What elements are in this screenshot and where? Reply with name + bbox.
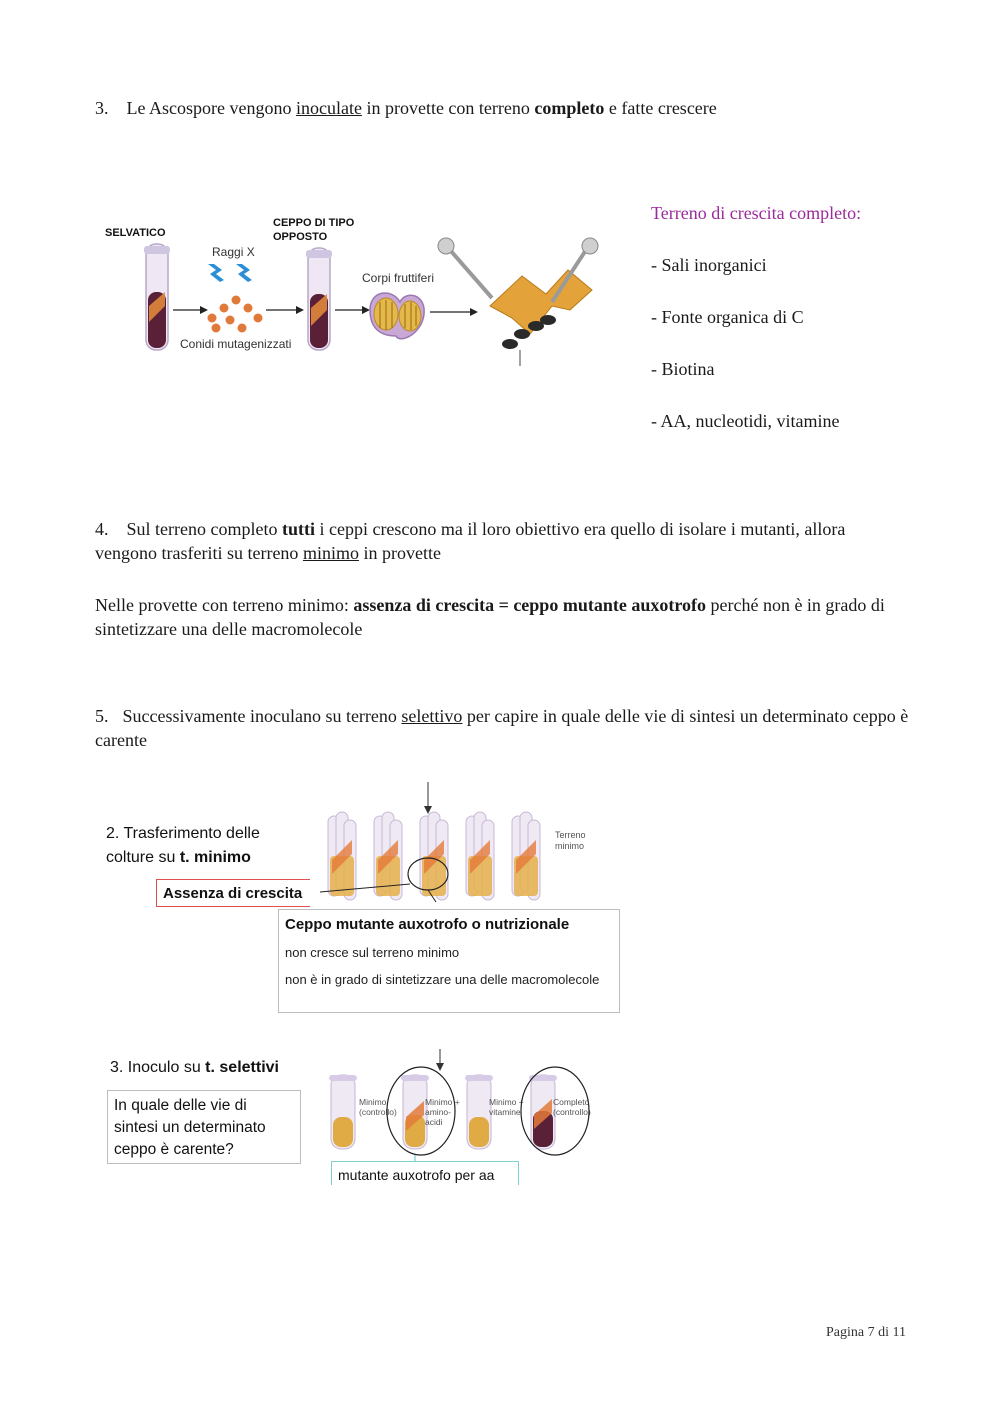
step-3-underlined: inoculate <box>295 98 362 118</box>
label-ceppo-1: CEPPO DI TIPO <box>273 217 355 229</box>
label-raggi-x: Raggi X <box>212 245 255 259</box>
step-4-text-mid: i ceppi crescono ma il loro obiettivo era quello di isolare i mutanti, allora vengono trasferiti su terreno <box>95 519 846 563</box>
tube-3-label-2: vitamine <box>489 1107 521 1117</box>
auxotroph-box-line-2: non è in grado di sintetizzare una delle macromolecole <box>285 972 600 987</box>
step-4-bold: tutti <box>281 519 315 539</box>
tube-4-label-1: Completo <box>553 1097 590 1107</box>
tube-group <box>328 812 356 900</box>
tube-1-label-2: (controllo) <box>359 1107 397 1117</box>
figure-mutagenesis <box>100 210 610 370</box>
label-corpi: Corpi fruttiferi <box>362 271 435 285</box>
tube-2-label-2: amino- <box>425 1107 451 1117</box>
terreno-item: - AA, nucleotidi, vitamine <box>651 411 840 431</box>
paragraph-minimo <box>95 593 910 641</box>
step-4-number: 4. <box>95 519 109 539</box>
step-3-number: 3. <box>95 98 109 118</box>
step-3-text: Le Ascospore vengono <box>126 98 296 118</box>
step-4-underlined: minimo <box>302 543 359 563</box>
tube-ceppo <box>306 248 332 350</box>
mutante-label: mutante auxotrofo per aa <box>331 1161 519 1185</box>
terreno-title: Terreno di crescita completo: <box>651 203 862 223</box>
figure-2-heading-text: 2. Trasferimento delle colture su <box>106 825 260 866</box>
figure-minimal-tubes <box>320 780 620 910</box>
x-ray-icon <box>208 264 252 282</box>
tube-group <box>512 812 540 900</box>
terreno-list <box>651 201 971 433</box>
tube-group <box>420 812 448 900</box>
auxotroph-box-title: Ceppo mutante auxotrofo o nutrizionale <box>285 916 570 933</box>
tube-selvatico <box>144 244 170 350</box>
step-3-bold: completo <box>534 98 605 118</box>
step-5-number: 5. <box>95 706 109 726</box>
figure-3-heading-text: 3. Inoculo su <box>110 1059 206 1076</box>
figure-2-heading-bold: t. minimo <box>179 849 251 866</box>
paragraph-minimo-text: Nelle provette con terreno minimo: <box>95 595 354 615</box>
tube-4-label-2: (controllo) <box>553 1107 591 1117</box>
figure-3-heading-bold: t. selettivi <box>205 1059 279 1076</box>
step-3-text-end: e fatte crescere <box>604 98 717 118</box>
question-box: In quale delle vie di sintesi un determinato ceppo è carente? <box>107 1090 301 1164</box>
step-4 <box>95 517 910 565</box>
figure-3-heading <box>110 1057 279 1079</box>
page-number: Pagina 7 di 11 <box>826 1325 906 1340</box>
terreno-item: - Biotina <box>651 359 715 379</box>
auxotroph-box-line-1: non cresce sul terreno minimo <box>285 945 460 960</box>
ascus-dissection-icon <box>438 238 598 366</box>
step-5 <box>95 704 910 752</box>
terreno-item: - Sali inorganici <box>651 255 767 275</box>
terreno-item: - Fonte organica di C <box>651 307 804 327</box>
paragraph-minimo-text-end: perché non è in grado di sintetizzare una delle macromolecole <box>95 595 885 639</box>
tube-2-label-1: Minimo + <box>425 1097 460 1107</box>
figure-2-heading <box>106 822 296 870</box>
label-ceppo-2: OPPOSTO <box>273 231 328 243</box>
label-conidi: Conidi mutagenizzati <box>180 337 292 351</box>
step-5-underlined: selettivo <box>401 706 463 726</box>
tube-1-label-1: Minimo <box>359 1097 387 1107</box>
assenza-label: Assenza di crescita <box>156 879 310 907</box>
step-4-text-end: in provette <box>358 543 441 563</box>
label-selvatico: SELVATICO <box>105 227 166 239</box>
label-terreno-minimo-1: Terreno <box>555 830 586 840</box>
tube-2-label-3: acidi <box>425 1117 443 1127</box>
conidia <box>208 296 263 333</box>
label-terreno-minimo-2: minimo <box>555 841 585 851</box>
tube-3-label-1: Minimo + <box>489 1097 524 1107</box>
tube-minimo-controllo <box>329 1075 357 1149</box>
step-5-text: Successivamente inoculano su terreno <box>122 706 402 726</box>
auxotroph-box <box>278 909 620 1013</box>
step-3 <box>95 96 915 120</box>
fruiting-bodies-icon <box>370 293 424 339</box>
paragraph-minimo-bold: assenza di crescita = ceppo mutante auxotrofo <box>353 595 706 615</box>
step-3-text-mid: in provette con terreno <box>361 98 535 118</box>
tube-group <box>466 812 494 900</box>
step-4-text: Sul terreno completo <box>126 519 282 539</box>
step-5-text-end: per capire in quale delle vie di sintesi un determinato ceppo è carente <box>95 706 909 750</box>
